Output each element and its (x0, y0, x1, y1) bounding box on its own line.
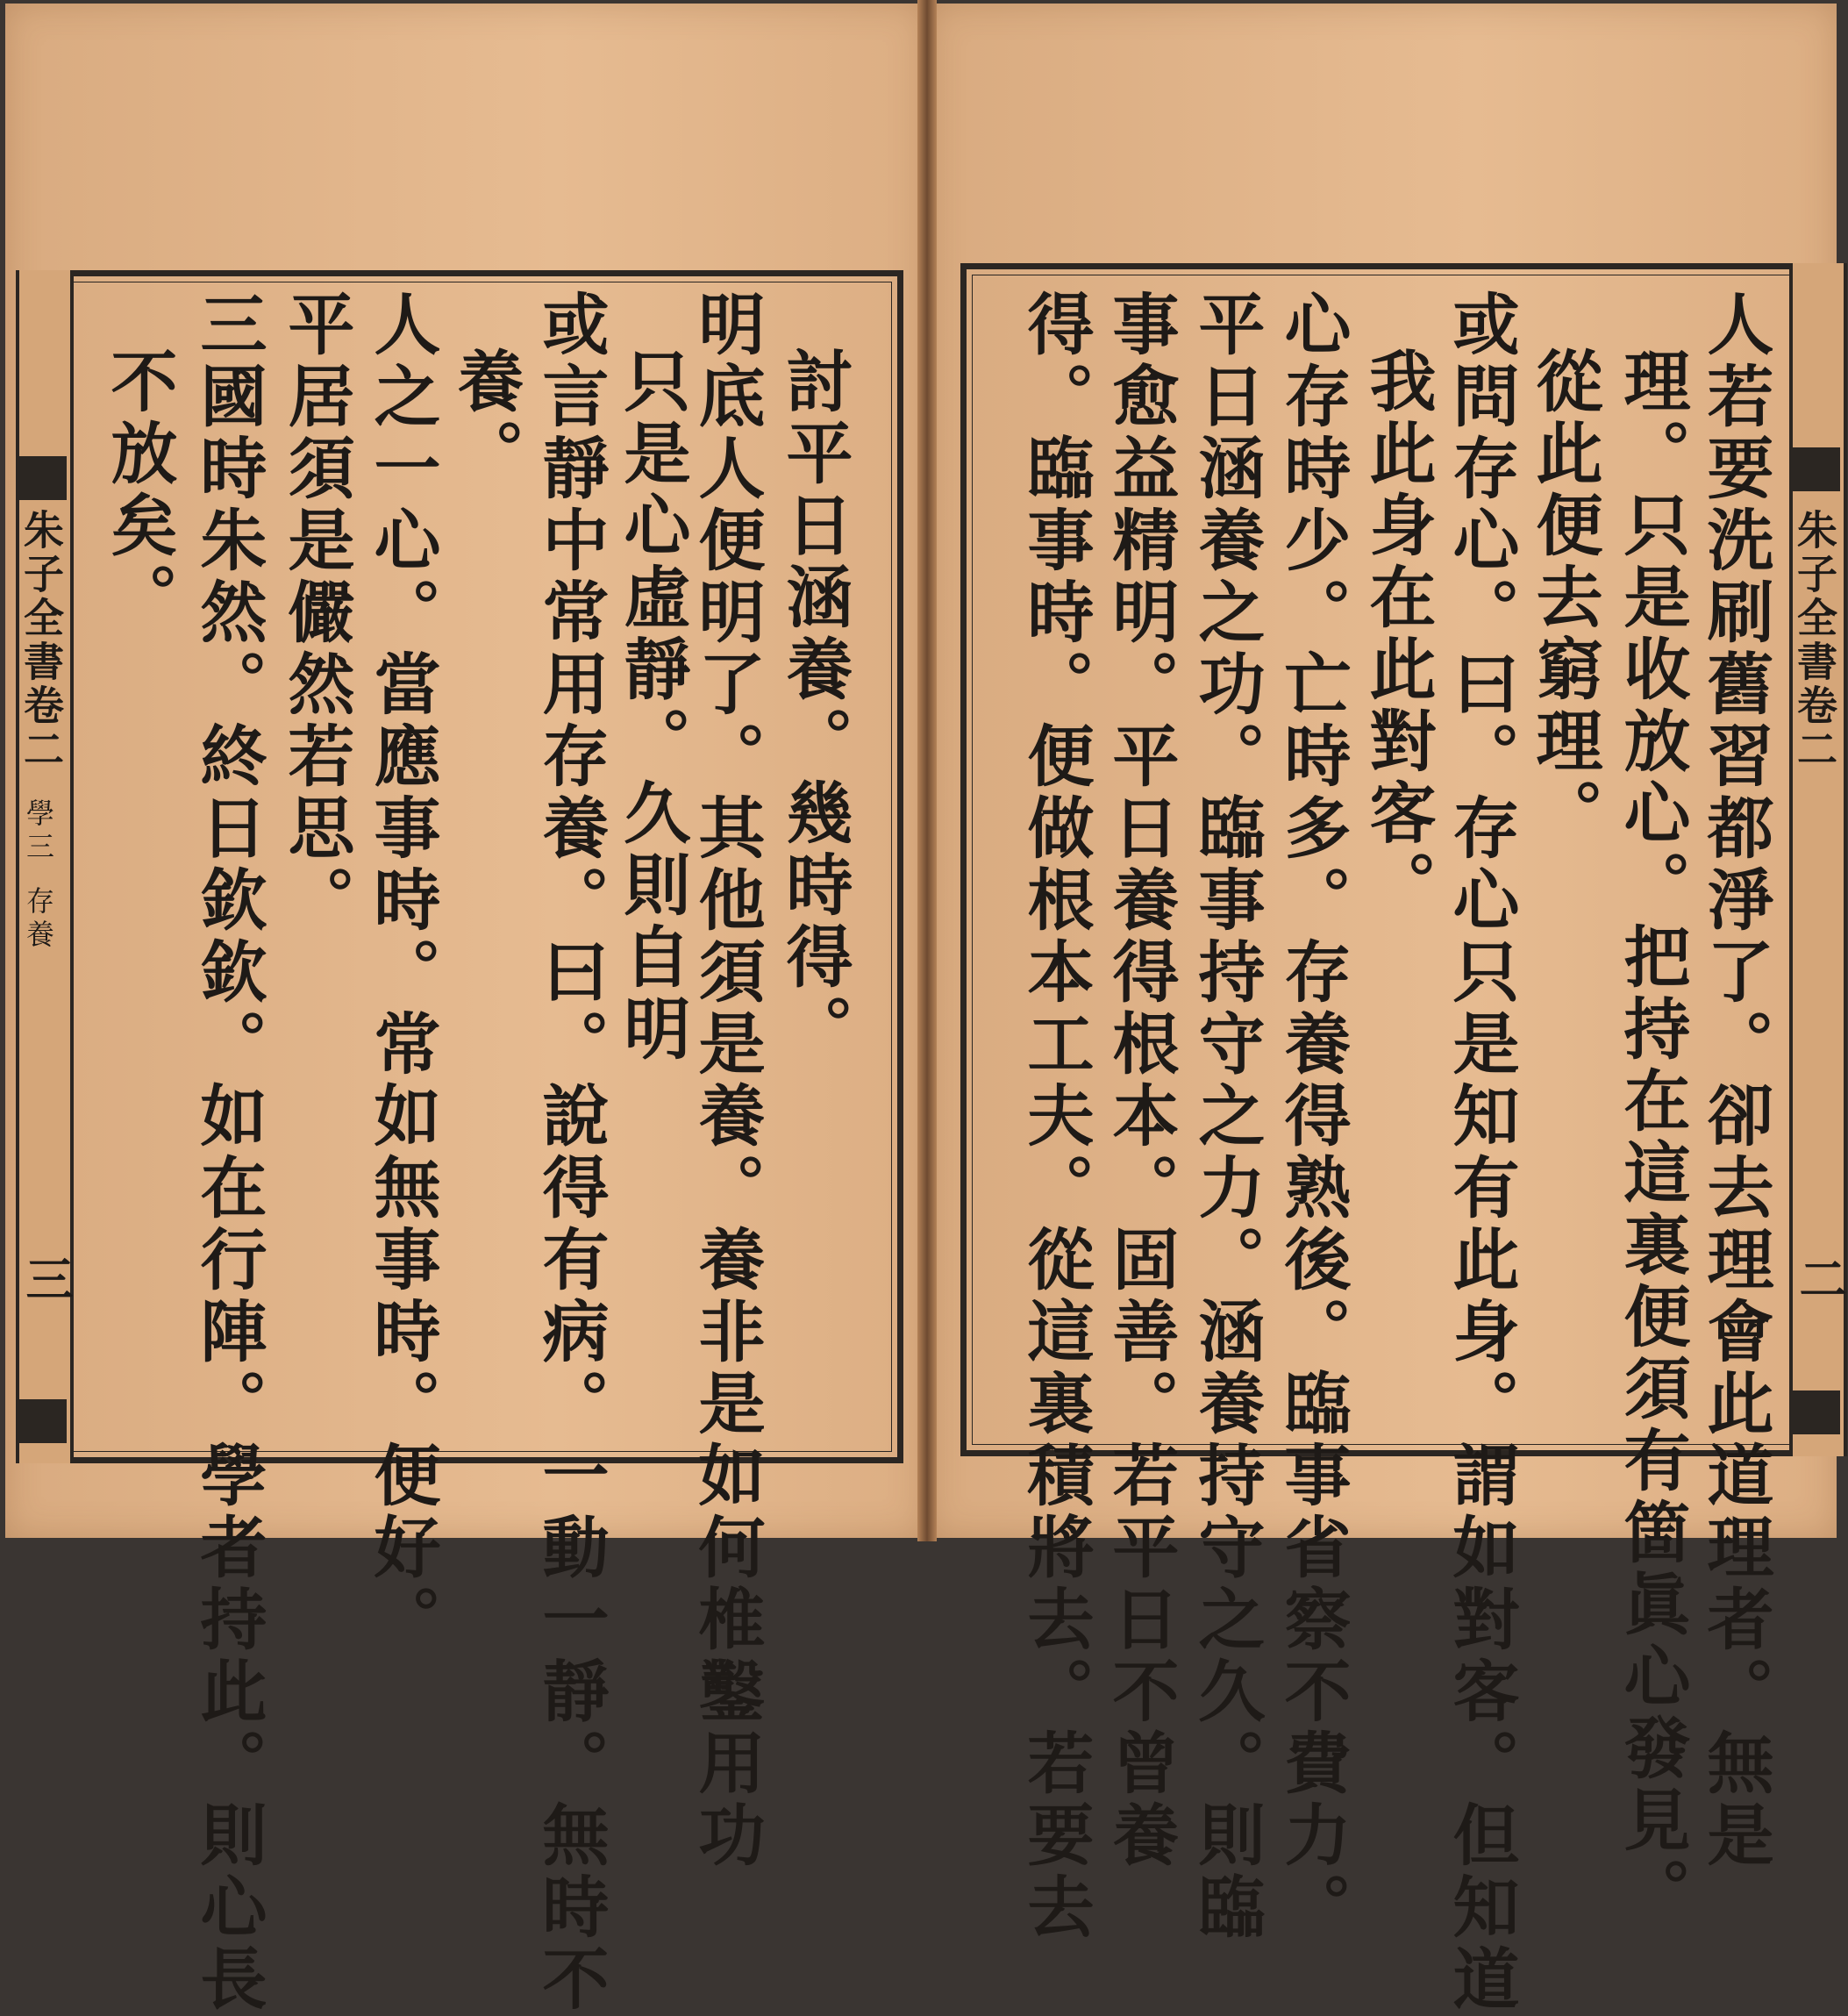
right-text-column-4: 或問存心。曰。存心只是知有此身。謂如對客。但知道 (1442, 290, 1520, 2016)
right-fishtail-bottom (1789, 1390, 1840, 1434)
right-fishtail-top (1789, 447, 1840, 491)
left-page-number: 三 (18, 1255, 75, 1302)
right-text-column-2: 理。只是收放心。把持在這裏便須有箇眞心發見。 (1613, 347, 1691, 1929)
left-text-column-2: 明底人便明了。其他須是養。養非是如何椎鑿用功 (688, 290, 766, 1872)
book-gutter (917, 0, 937, 1541)
right-text-column-6: 心存時少。亡時多。存養得熟後。臨事省察不費力。 (1274, 290, 1352, 1944)
left-fishtail-bottom (16, 1399, 67, 1443)
left-text-column-6: 人之一心。當應事時。常如無事時。便好。 (363, 290, 441, 1656)
right-text-column-1: 人若要洗刷舊習都淨了。卻去理會此道理者。無是 (1696, 290, 1774, 1872)
right-text-column-7: 平日涵養之功。臨事持守之力。涵養持守之久。則臨 (1188, 290, 1266, 1944)
left-margin-section: 學三 (22, 798, 55, 865)
left-text-column-3: 只是心虛靜。久則自明 (613, 347, 691, 1066)
left-text-column-8: 三國時朱然。終日欽欽。如在行陣。學者持此。則心長 (189, 290, 268, 2016)
left-margin-title: 朱子全書卷二 (18, 509, 65, 772)
right-text-column-5: 我此身在此對客。 (1359, 347, 1437, 922)
right-page-number: 二 (1792, 1255, 1848, 1302)
left-text-column-5: 養。 (446, 347, 524, 490)
right-margin-title: 朱子全書卷二 (1791, 509, 1838, 772)
left-margin-topic: 存養 (22, 886, 55, 953)
left-text-column-9: 不放矣。 (100, 347, 178, 634)
right-text-column-8: 事愈益精明。平日養得根本。固善。若平日不曾養 (1102, 290, 1180, 1872)
left-fishtail-top (16, 456, 67, 500)
left-text-column-1: 討平日涵養。幾時得。 (775, 347, 853, 1066)
right-text-column-3: 從此便去窮理。 (1525, 347, 1603, 850)
right-text-column-9: 得。臨事時。便做根本工夫。從這裏積將去。若要去 (1017, 290, 1095, 1944)
left-text-column-4: 或言靜中常用存養。曰。說得有病。一動一靜。無時不 (532, 290, 610, 2016)
left-text-column-7: 平居須是儼然若思。 (277, 290, 355, 937)
